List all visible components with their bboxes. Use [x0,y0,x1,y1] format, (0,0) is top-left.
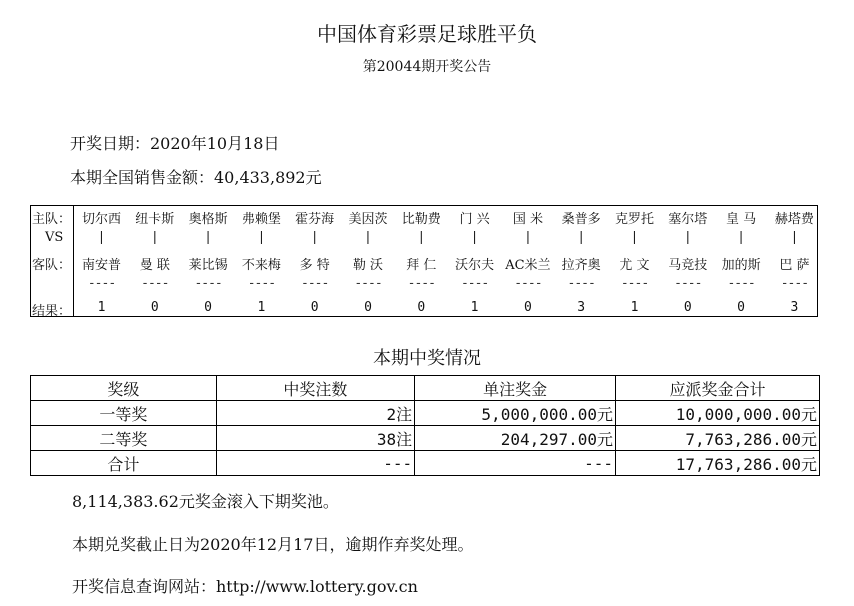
away-team: 沃尔夫 [455,258,495,273]
match-column [555,206,608,316]
match-column [501,206,554,316]
match-result: 0 [417,300,426,315]
away-team: 莱比锡 [188,258,228,273]
prize-total: 10,000,000.00元 [616,401,820,426]
header-count: 中奖注数 [216,376,415,401]
table-row [31,401,820,426]
separator-dash: ---- [87,276,116,291]
vs-bar: | [738,230,744,245]
away-team: 南安普 [81,258,121,273]
home-team: 国 米 [512,212,543,227]
table-row [31,426,820,451]
prize-section-title: 本期中奖情况 [373,348,481,369]
prize-level: 合计 [31,451,217,476]
prize-count: 38注 [216,426,415,451]
match-column [768,206,821,316]
match-result: 1 [97,300,106,315]
header-single: 单注奖金 [415,376,616,401]
match-result: 0 [364,300,372,315]
match-column [128,206,181,316]
away-team: 拜 仁 [406,258,437,273]
prize-count: --- [216,451,415,476]
vs-bar: | [152,230,157,245]
home-team: 奥格斯 [188,212,228,227]
separator-dash: ---- [514,276,542,291]
home-label: 主队： [32,212,72,227]
match-column [448,206,501,316]
prize-single: 5,000,000.00元 [415,401,616,426]
away-team: 尤 文 [619,258,650,273]
prize-single: --- [415,451,616,476]
vs-bar: | [685,230,690,245]
home-team: 皇 马 [726,212,757,227]
prize-total: 7,763,286.00元 [616,426,820,451]
vs-bar: | [99,230,104,245]
vs-bar: | [578,230,584,245]
page-title: 中国体育彩票足球胜平负 [317,22,537,46]
separator-dash: ---- [194,276,222,291]
website-note [72,574,418,597]
vs-bar: | [365,230,371,245]
home-team: 纽卡斯 [135,212,175,227]
match-result: 0 [737,300,745,315]
match-result: 0 [150,300,159,315]
match-column [715,206,768,316]
vs-bar: | [472,230,477,245]
match-result: 1 [257,300,266,315]
separator-dash: ---- [620,276,649,291]
vs-bar: | [525,230,531,245]
match-table [30,205,818,317]
deadline-note: 本期兑奖截止日为2020年12月17日，逾期作弃奖处理。 [72,535,474,554]
away-team: 拉齐奥 [561,258,601,273]
home-team: 塞尔塔 [668,212,708,227]
away-label: 客队： [32,258,72,273]
separator-dash: ---- [780,276,809,291]
away-team: 马竞技 [668,258,708,273]
draw-date: 开奖日期：2020年10月18日 [70,134,280,153]
vs-bar: | [632,230,637,245]
result-label: 结果： [32,304,72,319]
vs-bar: | [792,230,797,245]
home-team: 弗赖堡 [241,212,281,227]
match-result: 0 [523,300,532,315]
prize-total: 17,763,286.00元 [616,451,820,476]
header-level: 奖级 [31,376,217,401]
prize-level: 一等奖 [31,401,217,426]
home-team: 克罗托 [614,212,654,227]
vs-bar: | [205,230,211,245]
away-team: 多 特 [299,258,330,273]
vs-bar: | [312,230,317,245]
separator-dash: ---- [674,276,702,291]
website-text: 开奖信息查询网站：http://www.lottery.gov.cn [72,577,418,596]
separator-dash: ---- [354,276,382,291]
home-team: 美因茨 [348,212,388,227]
match-result: 1 [630,300,639,315]
prize-count: 2注 [216,401,415,426]
match-column [75,206,128,316]
sales-amount: 本期全国销售金额：40,433,892元 [70,168,322,187]
match-column [661,206,714,316]
match-column [288,206,341,316]
match-result: 0 [204,300,212,315]
away-team: 不来梅 [241,258,281,273]
away-team: 加的斯 [721,258,761,273]
separator-dash: ---- [407,276,435,291]
prize-header-row [31,376,820,401]
home-team: 霍芬海 [295,212,335,227]
prize-single: 204,297.00元 [415,426,616,451]
match-column [182,206,235,316]
match-result: 1 [470,300,479,315]
match-result: 3 [577,300,586,315]
prize-table [30,375,820,476]
match-column [395,206,448,316]
away-team: 巴 萨 [779,258,810,273]
match-result: 0 [683,300,692,315]
separator-dash: ---- [301,276,329,291]
home-team: 桑普多 [561,212,601,227]
match-column [235,206,288,316]
vs-bar: | [419,230,424,245]
prize-level: 二等奖 [31,426,217,451]
rollover-note: 8,114,383.62元奖金滚入下期奖池。 [72,492,339,511]
label-divider [73,206,74,316]
table-row [31,451,820,476]
home-team: 比勒费 [401,212,441,227]
home-team: 门 兴 [459,212,490,227]
away-team: AC米兰 [505,258,551,273]
vs-bar: | [259,230,264,245]
separator-dash: ---- [460,276,489,291]
home-team: 切尔西 [81,212,121,227]
match-column [608,206,661,316]
separator-dash: ---- [247,276,276,291]
match-result: 3 [790,300,799,315]
away-team: 勒 沃 [352,258,384,273]
away-team: 曼 联 [139,258,170,273]
issue-subtitle: 第20044期开奖公告 [362,59,492,75]
vs-label: VS [45,230,64,245]
separator-dash: ---- [567,276,595,291]
match-column [342,206,395,316]
separator-dash: ---- [141,276,169,291]
separator-dash: ---- [727,276,755,291]
match-result: 0 [310,300,319,315]
header-total: 应派奖金合计 [616,376,820,401]
home-team: 赫塔费 [774,212,814,227]
